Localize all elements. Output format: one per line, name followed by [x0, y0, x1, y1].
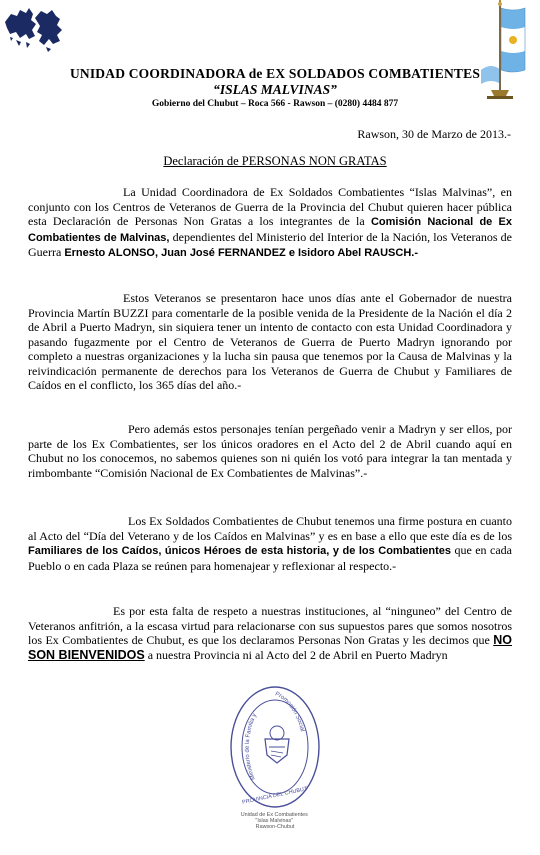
organization-name: UNIDAD COORDINADORA de EX SOLDADOS COMBATIENTES	[69, 66, 481, 81]
paragraph-3: Pero además estos personajes tenían pergeñado venir a Madryn y ser ellos, por parte de los Ex Combatientes, ser los únicos oradores en el Acto del 2 de Abril cuando aquí en Chubut no los conocemos, no sabemos quienes son ni quién los votó para integrar la tan mentada y rimbombante “Comisión Nacional de Ex Combatientes de Malvinas”.-	[28, 422, 512, 480]
stamp-ministry-text: Ministerio de la Familia y	[244, 712, 259, 781]
official-stamp	[225, 683, 325, 831]
stamp-province-text: PROVINCIA DEL CHUBUT	[241, 786, 308, 806]
svg-text:Promoción Social: Promoción Social	[274, 691, 305, 733]
p4-bold-families: Familiares de los Caídos, únicos Héroes de esta historia, y de los Combatientes	[28, 545, 451, 557]
p4-text-a: Los Ex Soldados Combatientes de Chubut tenemos una firme postura en cuanto al Acto del “Día del Veterano y de los Caídos en Malvinas” y es en base a ello que este día es de los	[28, 514, 512, 543]
document-title: Declaración de PERSONAS NON GRATAS	[163, 154, 387, 168]
malvinas-map-icon	[2, 4, 64, 58]
p5-text-a: Es por esta falta de respeto a nuestras instituciones, al “ninguneo” del Centro de Veteranos anfitrión, a la escasa virtud para relacionarse con sus supuestos pares que somos nosotros los Ex Combatientes de Chubut, es que los declaramos Personas Non Gratas y les decimos que	[28, 604, 512, 647]
p1-bold-names: Ernesto ALONSO, Juan José FERNANDEZ e Isidoro Abel RAUSCH.-	[64, 247, 418, 259]
paragraph-4	[28, 514, 512, 573]
p1-text-a: La Unidad Coordinadora de Ex Soldados Combatientes “Islas Malvinas”, en conjunto con los Centros de Veteranos de Guerra de la Provincia del Chubut quieren hacer pública esta Declaración de Personas Non Gratas a los integrantes de la	[28, 185, 512, 228]
p1-bold-commission: Comisión Nacional de Ex Combatientes de Malvinas,	[28, 216, 513, 244]
p5-text-c: a nuestra Provincia ni al Acto del 2 de Abril en Puerto Madryn	[144, 647, 448, 662]
organization-address: Gobierno del Chubut – Roca 566 - Rawson – (0280) 4484 877	[151, 99, 399, 109]
stamp-caption: Unidad de Ex Combatientes "Islas Malvinas" Rawson-Chubut	[240, 812, 308, 830]
paragraph-5	[28, 604, 512, 662]
paragraph-1	[28, 185, 512, 261]
organization-subtitle: “ISLAS MALVINAS”	[213, 82, 337, 97]
date-line: Rawson, 30 de Marzo de 2013.-	[357, 127, 511, 141]
p4-text-c: que en cada Pueblo o en cada Plaza se reúnen para homenajear y reflexionar al respecto.-	[28, 543, 512, 573]
p1-text-c: dependientes del Ministerio del Interior de la Nación, los Veteranos de Guerra	[28, 229, 512, 259]
p5-bold-not-welcome: NO SON BIENVENIDOS	[28, 633, 512, 662]
coat-of-arms-icon	[265, 726, 289, 763]
paragraph-2: Estos Veteranos se presentaron hace unos días ante el Gobernador de nuestra Provincia Martín BUZZI para comentarle de la posible venida de la Presidente de la Nación el día 2 de Abril a Puerto Madryn, sin siquiera tener un intento de contacto con esta Unidad Coordinadora y pasando fugazmente por el Centro de Veteranos de Guerra de Puerto Madryn ignorando por completo a nuestras organizaciones y la lucha sin pausa que tenemos por la Causa de Malvinas y la reivindicación permanente de derechos para los Veteranos de Guerra de Chubut y Familiares de Caídos en el conflicto, los 365 días del año.-	[28, 291, 512, 392]
